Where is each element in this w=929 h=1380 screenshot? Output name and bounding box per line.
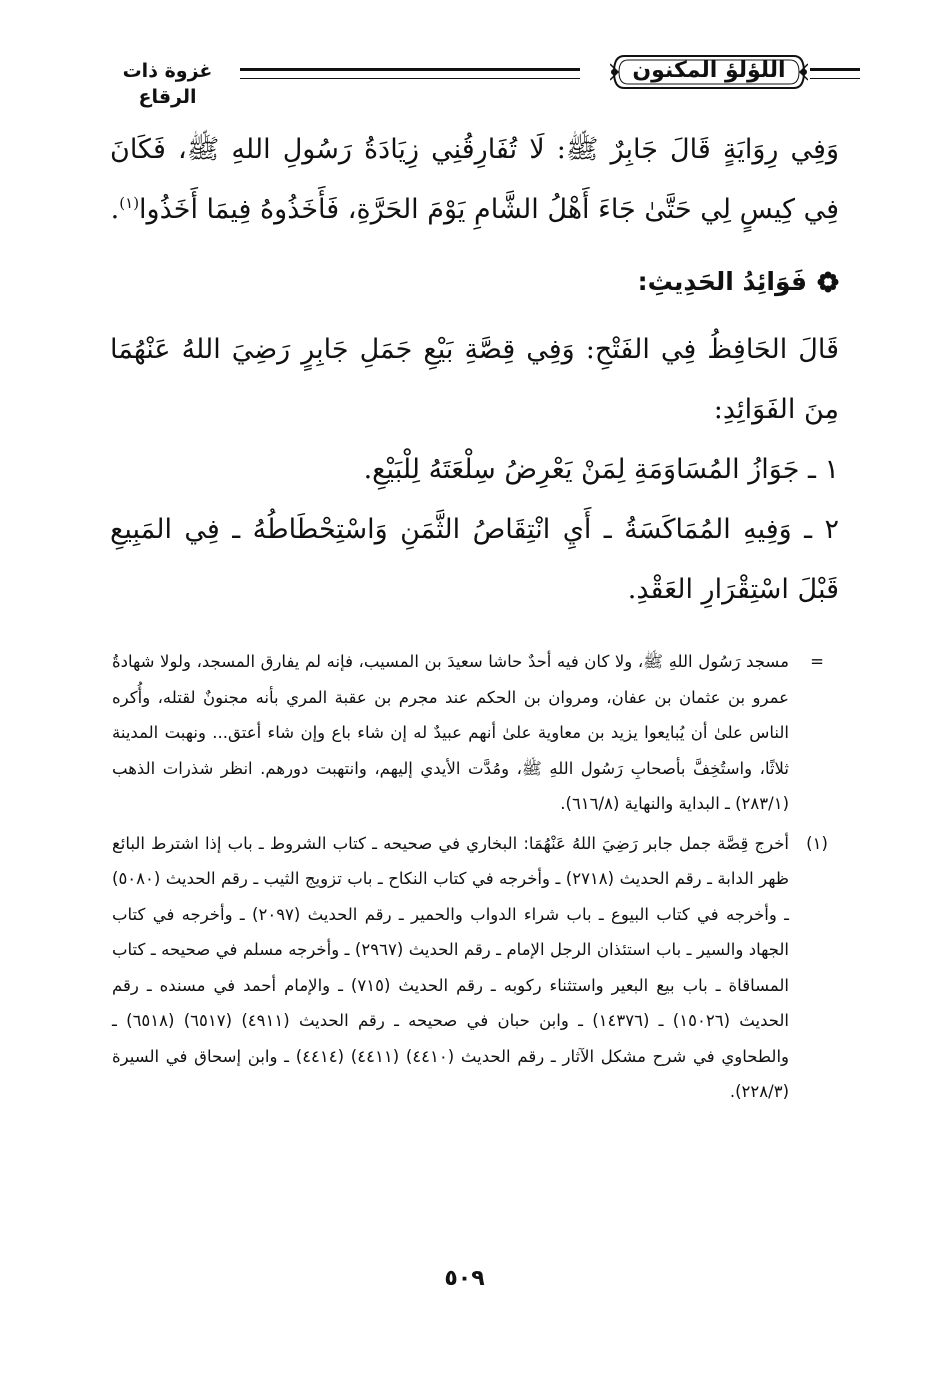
- hadith-end: .: [110, 194, 120, 225]
- main-text: [110, 120, 839, 620]
- header-rule-left: [240, 68, 580, 79]
- benefit-item-1: ١ ـ جَوَازُ المُسَاوَمَةِ لِمَنْ يَعْرِضُ سِلْعَتَهُ لِلْبَيْعِ.: [363, 454, 839, 485]
- hadith-paragraph: [110, 120, 839, 240]
- footnote-text: أخرج قِصَّة جمل جابر رَضِيَ اللهُ عَنْهُمَا: البخاري في صحيحه ـ كتاب الشروط ـ باب إذا اشترط البائع ظهر الدابة ـ رقم الحديث (٢٧١٨) ـ وأخرجه في كتاب النكاح ـ باب تزويج الثيب ـ رقم الحديث (٥٠٨٠) ـ وأخرجه في كتاب البيوع ـ باب شراء الدواب والحمير ـ رقم الحديث (٢٠٩٧) ـ وأخرجه في كتاب الجهاد والسير ـ باب استئذان الرجل الإمام ـ رقم الحديث (٢٩٦٧) ـ وأخرجه مسلم في صحيحه ـ كتاب المساقاة ـ باب بيع البعير واستثناء ركوبه ـ رقم الحديث (٧١٥) ـ والإمام أحمد في مسنده ـ رقم الحديث (١٥٠٢٦) ـ (١٤٣٧٦) ـ وابن حبان في صحيحه ـ رقم الحديث (٤٩١١) (٦٥١٧) (٦٥١٨) ـ والطحاوي في شرح مشكل الآثار ـ رقم الحديث (٤٤١٠) (٤٤١١) (٤٤١٤) ـ وابن إسحاق في السيرة (٢٢٨/٣).: [112, 833, 790, 1101]
- footnote-ref[interactable]: (١): [119, 194, 140, 212]
- chapter-title: غزوة ذات الرقاع: [122, 60, 213, 108]
- footnote-marker: =: [810, 652, 824, 671]
- book-title-frame: [610, 52, 808, 92]
- section-heading-text: فَوَائِدُ الحَدِيثِ:: [637, 267, 807, 296]
- benefit-item-2: ٢ ـ وَفِيهِ المُمَاكَسَةُ ـ أَيِ انْتِقَاصُ الثَّمَنِ وَاسْتِحْطَاطُهُ ـ فِي المَبِيعِ قَبْلَ اسْتِقْرَارِ العَقْدِ.: [110, 514, 839, 605]
- intro-paragraph: قَالَ الحَافِظُ فِي الفَتْحِ: وَفِي قِصَّةِ بَيْعِ جَمَلِ جَابِرٍ رَضِيَ اللهُ عَنْهُمَا مِنَ الفَوَائِدِ:: [110, 334, 839, 425]
- page-header: [100, 52, 860, 108]
- flower-ornament-icon: [817, 271, 839, 293]
- footnote-continuation: [112, 644, 837, 822]
- hadith-text: وَفِي رِوَايَةٍ قَالَ جَابِرٌ ﷺ: لَا تُفَارِقُنِي زِيَادَةُ رَسُولِ اللهِ ﷺ، فَكَانَ فِي كِيسٍ لِي حَتَّىٰ جَاءَ أَهْلُ الشَّامِ يَوْمَ الحَرَّةِ، فَأَخَذُوهُ فِيمَا أَخَذُوا: [110, 134, 839, 225]
- section-heading: [110, 254, 839, 310]
- page-number: ٥٠٩: [444, 1266, 485, 1291]
- book-title: اللؤلؤ المكنون: [632, 58, 786, 83]
- header-rule-right: [810, 68, 860, 79]
- footnote-1: [112, 826, 837, 1110]
- footnotes: [112, 644, 837, 1110]
- footnote-text: مسجد رَسُول اللهِ ﷺ، ولا كان فيه أحدٌ حاشا سعيدَ بن المسيب، فإنه لم يفارق المسجد، ولولا شهادةُ عمرو بن عثمان بن عفان، ومروان بن الحكم عند مجرم بن عقبة المري بأنه مجنونٌ لقتله، وأُكره الناس علىٰ أن يُبايعوا يزيد بن معاوية علىٰ أنهم عبيدٌ له إن شاء باع وإن شاء أعتق... ونهبت المدينة ثلاثًا، واستُخِفَّ بأصحابِ رَسُول اللهِ ﷺ، ومُدَّت الأيدي إليهم، وانتهبت دورهم. انظر شذرات الذهب (٢٨٣/١) ـ البداية والنهاية (٦١٦/٨).: [112, 652, 789, 813]
- footnote-marker: (١): [806, 833, 828, 853]
